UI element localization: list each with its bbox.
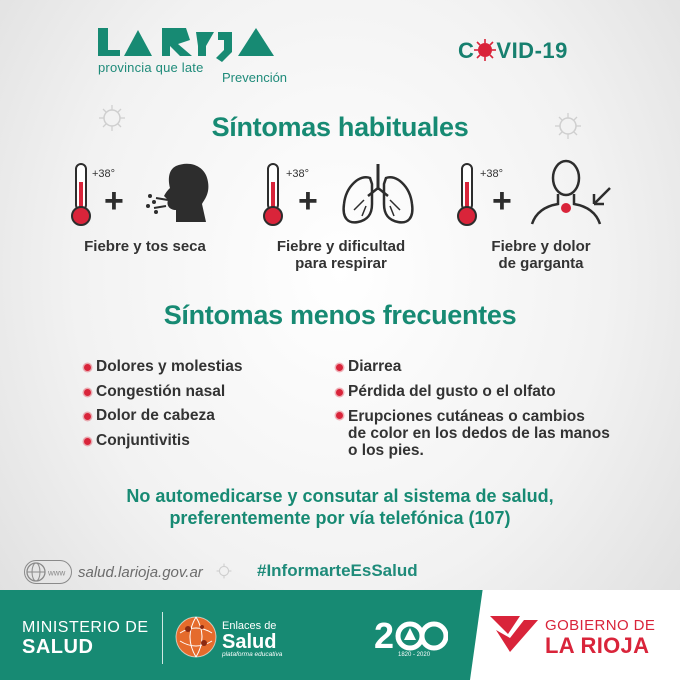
logo-subtitle: Prevención bbox=[222, 70, 288, 85]
bullet-icon bbox=[84, 389, 91, 396]
la-rioja-emblem bbox=[490, 614, 538, 654]
symptom-label: Fiebre y dolor de garganta bbox=[491, 238, 591, 272]
bullet-icon bbox=[336, 412, 343, 419]
enlaces-subtitle: plataforma educativa bbox=[222, 651, 283, 658]
bullet-icon bbox=[336, 364, 343, 371]
sore-throat-icon bbox=[530, 158, 616, 230]
list-item: Dolor de cabeza bbox=[84, 404, 314, 429]
bullet-icon bbox=[84, 413, 91, 420]
advice-message: No automedicarse y consutar al sistema de salud, preferentemente por vía telefónica (107) bbox=[126, 486, 554, 528]
enlaces-label: Enlaces de bbox=[222, 620, 277, 632]
enlaces-globe-icon bbox=[174, 615, 218, 659]
symptom-label: Fiebre y dificultad para respirar bbox=[276, 238, 406, 272]
list-item: Erupciones cutáneas o cambios de color en los dedos de las manos o los pies. bbox=[336, 404, 636, 459]
coughing-person-icon bbox=[146, 160, 216, 224]
website-link[interactable] bbox=[24, 560, 203, 584]
list-item: Diarrea bbox=[336, 355, 636, 380]
temperature-label: +38° bbox=[92, 168, 116, 180]
decorative-virus-icon bbox=[216, 563, 232, 579]
government-label: GOBIERNO DE bbox=[545, 617, 656, 634]
bullet-icon bbox=[84, 438, 91, 445]
less-common-list-right bbox=[336, 355, 636, 459]
globe-icon bbox=[24, 560, 72, 584]
covid-rest: VID-19 bbox=[496, 38, 568, 63]
thermometer-icon bbox=[260, 162, 286, 228]
symptom-card-throat bbox=[450, 158, 620, 278]
covid-prefix: C bbox=[458, 38, 475, 63]
common-symptoms-title: Síntomas habituales bbox=[211, 112, 469, 142]
bullet-icon bbox=[84, 364, 91, 371]
lungs-icon bbox=[340, 164, 416, 226]
enlaces-name: Salud bbox=[222, 631, 277, 653]
svg-text:www: www bbox=[48, 568, 66, 578]
divider bbox=[162, 612, 163, 664]
covid-19-logo bbox=[458, 38, 568, 64]
thermometer-icon bbox=[68, 162, 94, 228]
symptom-card-breathing bbox=[256, 158, 426, 278]
list-item: Conjuntivitis bbox=[84, 429, 314, 454]
bicentennial-200-logo bbox=[374, 614, 448, 654]
less-common-symptoms-title: Síntomas menos frecuentes bbox=[163, 300, 517, 330]
anniversary-years: 1820 - 2020 bbox=[398, 652, 431, 658]
temperature-label: +38° bbox=[286, 168, 310, 180]
virus-icon bbox=[474, 39, 496, 61]
list-item: Congestión nasal bbox=[84, 380, 314, 405]
list-item: Pérdida del gusto o el olfato bbox=[336, 380, 636, 405]
less-common-list-left bbox=[84, 355, 314, 453]
website-url[interactable]: salud.larioja.gov.ar bbox=[78, 563, 203, 581]
plus-icon: + bbox=[298, 182, 318, 220]
ministry-label: MINISTERIO DE bbox=[22, 619, 149, 636]
symptom-label: Fiebre y tos seca bbox=[84, 238, 206, 255]
thermometer-icon bbox=[454, 162, 480, 228]
temperature-label: +38° bbox=[480, 168, 504, 180]
svg-text:2: 2 bbox=[374, 615, 395, 654]
list-item: Dolores y molestias bbox=[84, 355, 314, 380]
logo-tagline: provincia que late bbox=[98, 60, 204, 75]
government-name: LA RIOJA bbox=[545, 633, 650, 658]
la-rioja-logo bbox=[98, 22, 298, 62]
symptom-card-cough bbox=[60, 158, 230, 268]
hashtag[interactable]: #InformarteEsSalud bbox=[257, 561, 418, 580]
plus-icon: + bbox=[104, 182, 124, 220]
ministry-name: SALUD bbox=[22, 636, 94, 658]
bullet-icon bbox=[336, 389, 343, 396]
plus-icon: + bbox=[492, 182, 512, 220]
